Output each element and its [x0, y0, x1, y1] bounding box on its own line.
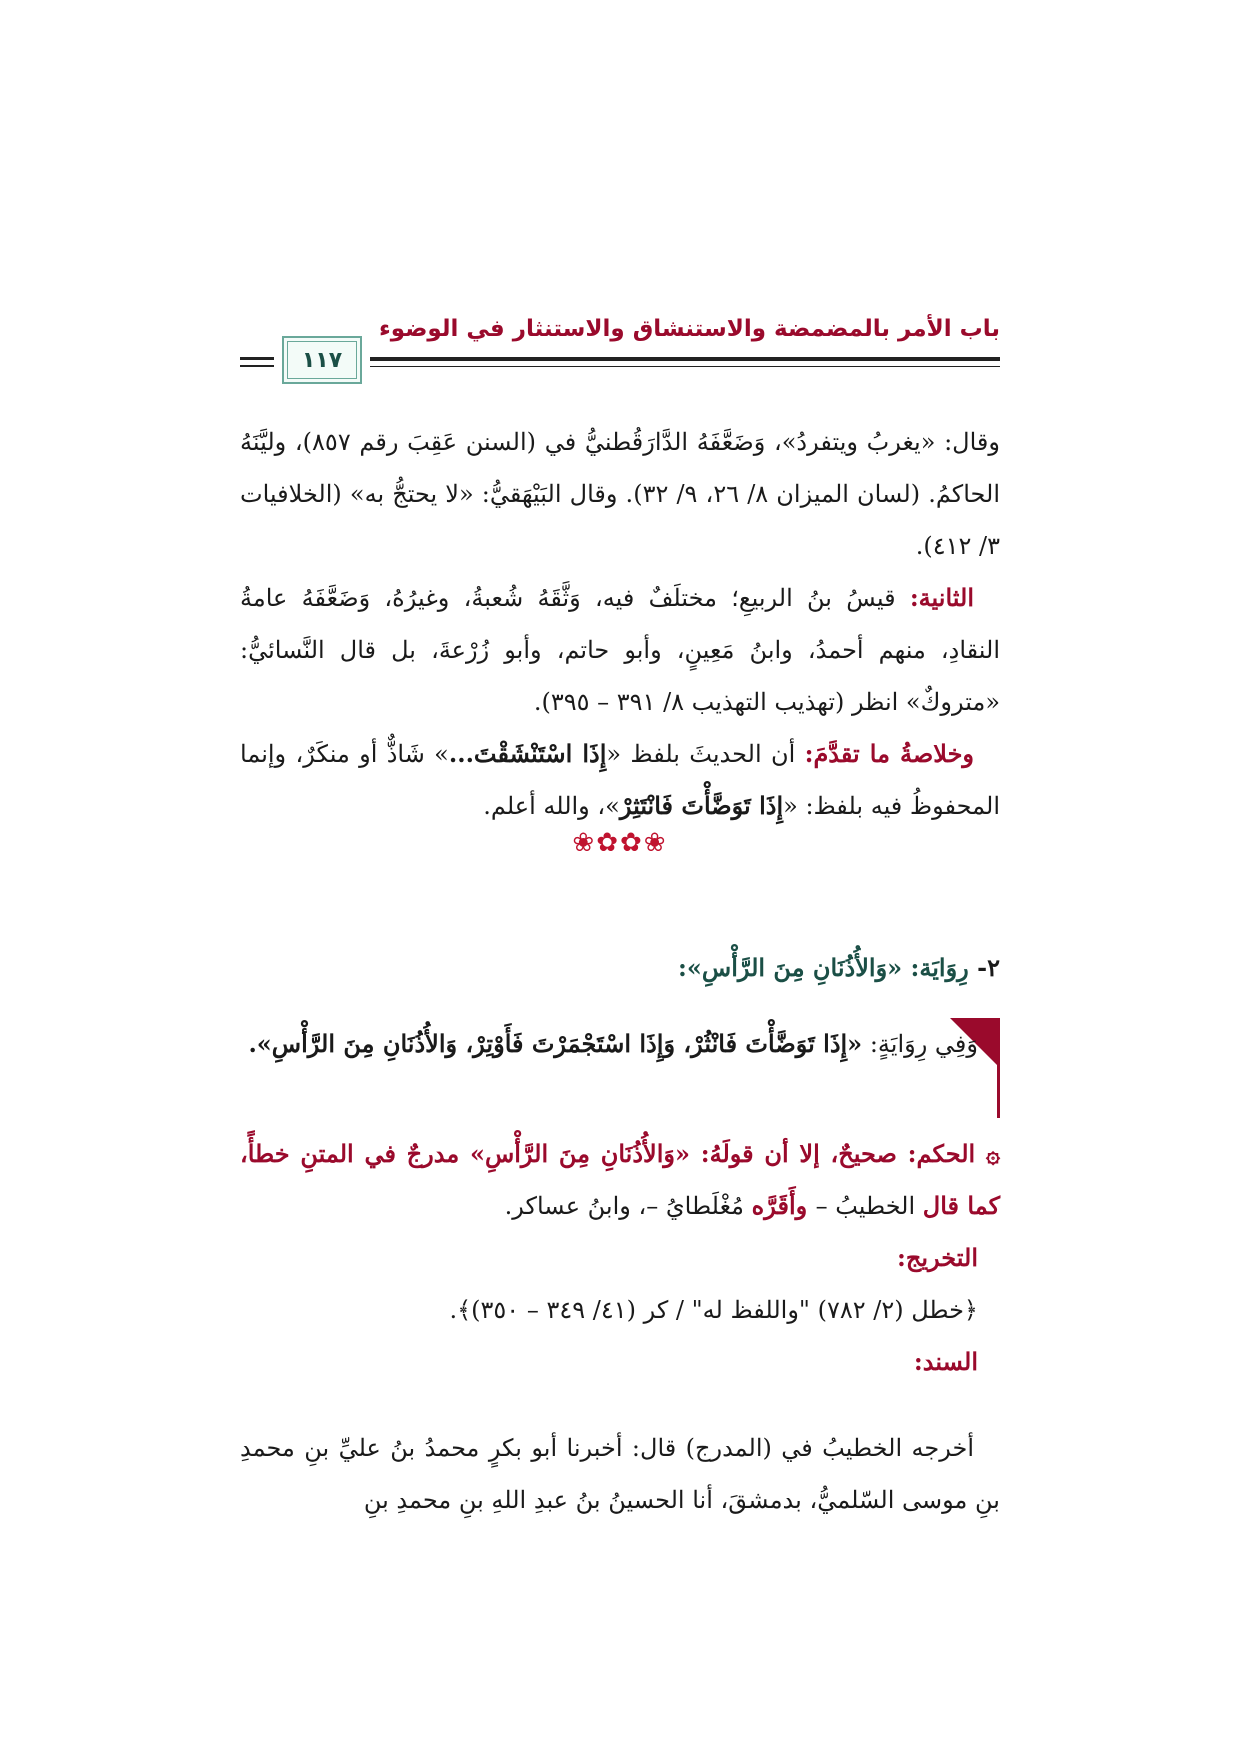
header-rule-left: [240, 357, 274, 360]
sanad-heading: [240, 1336, 978, 1388]
paragraph-text: أن الحديثَ بلفظ «: [606, 740, 805, 768]
ruling-label: ۞ الحكم:: [907, 1139, 1001, 1168]
paragraph-text: قيسُ بنُ الربيعِ؛ مختلَفٌ فيه، وَثَّقَهُ شُعبةُ، وغيرُهُ، وَضَعَّفَهُ عامةُ النقادِ، منهم أحمدُ، وابنُ مَعِينٍ، وأبو حاتم، وأبو زُرْعةَ، بل قال النَّسائيُّ: «متروكٌ» انظر (تهذيب التهذيب ٨/ ٣٩١ – ٣٩٥).: [240, 584, 1001, 716]
running-header-title: باب الأمر بالمضمضة والاستنشاق والاستنثار في الوضوء: [379, 316, 1000, 342]
sanad-text: أخرجه الخطيبُ في (المدرج) قال: أخبرنا أبو بكرٍ محمدُ بنُ عليِّ بنِ محمدِ بنِ موسى السّلميُّ، بدمشقَ، أنا الحسينُ بنُ عبدِ اللهِ بنِ محمدِ بنِ: [240, 1434, 1000, 1514]
section-heading: [240, 942, 1000, 994]
takhrij-heading-text: التخريج:: [897, 1243, 978, 1272]
header-rule-left-thin: [240, 365, 274, 367]
paragraph-lead: الثانية:: [909, 583, 974, 612]
paragraph-continuation: [240, 416, 1000, 572]
narration-lead: وَفِي رِوَايَةٍ:: [862, 1030, 978, 1058]
paragraph-text: »، والله أعلم.: [483, 792, 620, 820]
page-number: ١١٧: [301, 347, 343, 373]
sanad-heading-text: السند:: [913, 1347, 978, 1376]
takhrij-text: [240, 1284, 978, 1336]
takhrij-reference: ﴿خطل (٢/ ٧٨٢) "واللفظ له" / كر (٤١/ ٣٤٩ – ٣٥٠)﴾.: [449, 1296, 978, 1324]
ruling-block: [240, 1128, 1000, 1232]
hadith-wording: إِذَا اسْتَنْشَقْتَ...: [448, 739, 607, 768]
paragraph-second-narrator: [240, 572, 1000, 728]
ruling-text-red: وأَقَرَّه: [751, 1191, 816, 1220]
page-number-frame: [282, 336, 362, 384]
corner-ornament-edge: [997, 1018, 1000, 1118]
sanad-paragraph: [240, 1422, 1000, 1526]
ruling-text-plain: الخطيبُ –: [815, 1192, 923, 1220]
narration-text: «إِذَا تَوَضَّأْتَ فَانْثُرْ، وَإِذَا اسْتَجْمَرْتَ فَأَوْتِرْ، وَالأُذُنَانِ مِنَ الرَّأْسِ».: [248, 1029, 863, 1058]
header-rule-thick: [370, 357, 1000, 361]
section-number: ٢-: [977, 953, 1000, 982]
paragraph-text: » شَاذٌّ أو منكَرٌ، وإنما المحفوظُ فيه بلفظ: «: [240, 740, 1000, 820]
hadith-wording: إِذَا تَوَضَّأْتَ فَانْتَثِرْ: [619, 791, 784, 820]
ruling-text-plain: مُغْلَطايُ –، وابنُ عساكر.: [504, 1192, 752, 1220]
narration-block: [240, 1018, 978, 1070]
paragraph-summary: [240, 728, 1000, 832]
section-divider-ornament: ❀✿✿❀: [572, 828, 668, 858]
section-title: رِوَايَة: «وَالأُذُنَانِ مِنَ الرَّأْسِ»:: [678, 953, 978, 982]
header-rule-thin: [370, 366, 1000, 367]
paragraph-text: وقال: «يغربُ ويتفردُ»، وَضَعَّفَهُ الدَّارَقُطنيُّ في (السنن عَقِبَ رقم ٨٥٧)، وليَّنَهُ الحاكمُ. (لسان الميزان ٨/ ٢٦، ٩/ ٣٢). وقال البَيْهَقيُّ: «لا يحتجُّ به» (الخلافيات ٣/ ٤١٢).: [240, 428, 1001, 560]
ruling-text: صحيحٌ، إلا أن قولَهُ: «وَالأُذُنَانِ مِنَ الرَّأْسِ» مدرجٌ في المتنِ خطأً، كما قال: [240, 1139, 1000, 1220]
takhrij-heading: [240, 1232, 978, 1284]
paragraph-lead: وخلاصةُ ما تقدَّمَ:: [804, 739, 974, 768]
